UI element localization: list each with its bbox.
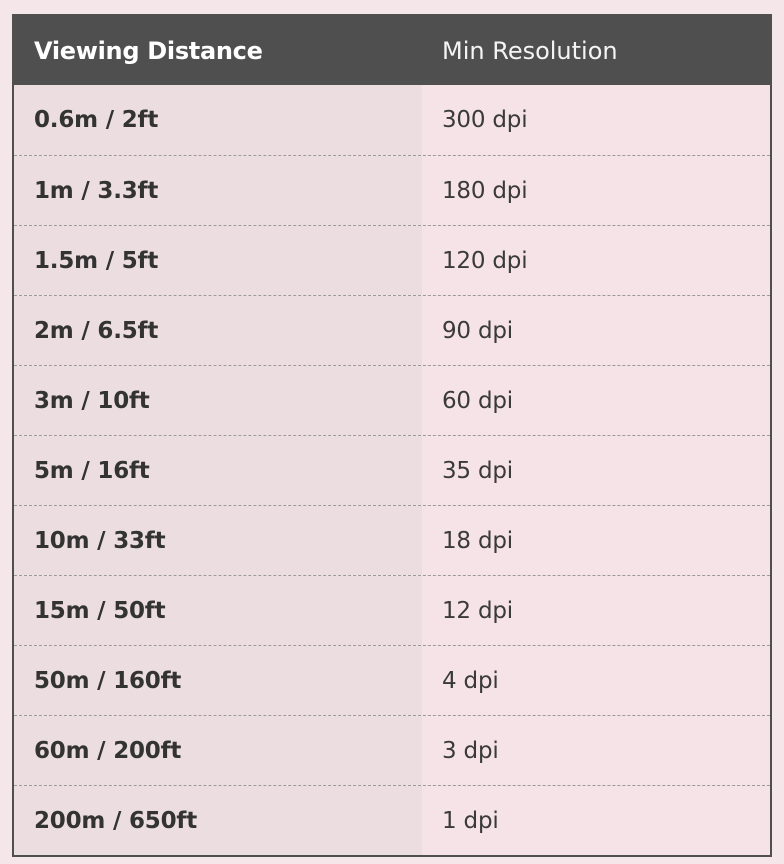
table-row	[14, 365, 770, 435]
distance-cell: 1.5m / 5ft	[14, 226, 422, 295]
distance-cell: 10m / 33ft	[14, 506, 422, 575]
distance-cell: 60m / 200ft	[14, 716, 422, 785]
table-row	[14, 575, 770, 645]
header-min-resolution: Min Resolution	[442, 36, 618, 65]
resolution-cell: 35 dpi	[442, 457, 513, 484]
header-viewing-distance: Viewing Distance	[34, 36, 263, 65]
distance-cell: 5m / 16ft	[14, 436, 422, 505]
table-row	[14, 85, 770, 155]
resolution-cell: 60 dpi	[442, 387, 513, 414]
resolution-cell: 90 dpi	[442, 317, 513, 344]
table-row	[14, 155, 770, 225]
resolution-cell: 18 dpi	[442, 527, 513, 554]
resolution-cell: 1 dpi	[442, 807, 499, 834]
table-row	[14, 225, 770, 295]
resolution-cell: 3 dpi	[442, 737, 499, 764]
resolution-table	[12, 14, 772, 857]
table-row	[14, 715, 770, 785]
table-row	[14, 645, 770, 715]
distance-cell: 15m / 50ft	[14, 576, 422, 645]
table-row	[14, 295, 770, 365]
resolution-cell: 180 dpi	[442, 177, 528, 204]
resolution-cell: 12 dpi	[442, 597, 513, 624]
resolution-cell: 4 dpi	[442, 667, 499, 694]
distance-cell: 50m / 160ft	[14, 646, 422, 715]
table-row	[14, 505, 770, 575]
distance-cell: 2m / 6.5ft	[14, 296, 422, 365]
table-header	[14, 16, 770, 85]
distance-cell: 3m / 10ft	[14, 366, 422, 435]
distance-cell: 200m / 650ft	[14, 786, 422, 855]
distance-cell: 1m / 3.3ft	[14, 156, 422, 225]
resolution-cell: 120 dpi	[442, 247, 528, 274]
resolution-cell: 300 dpi	[442, 107, 528, 133]
table-row	[14, 785, 770, 855]
distance-cell: 0.6m / 2ft	[14, 85, 422, 155]
table-row	[14, 435, 770, 505]
